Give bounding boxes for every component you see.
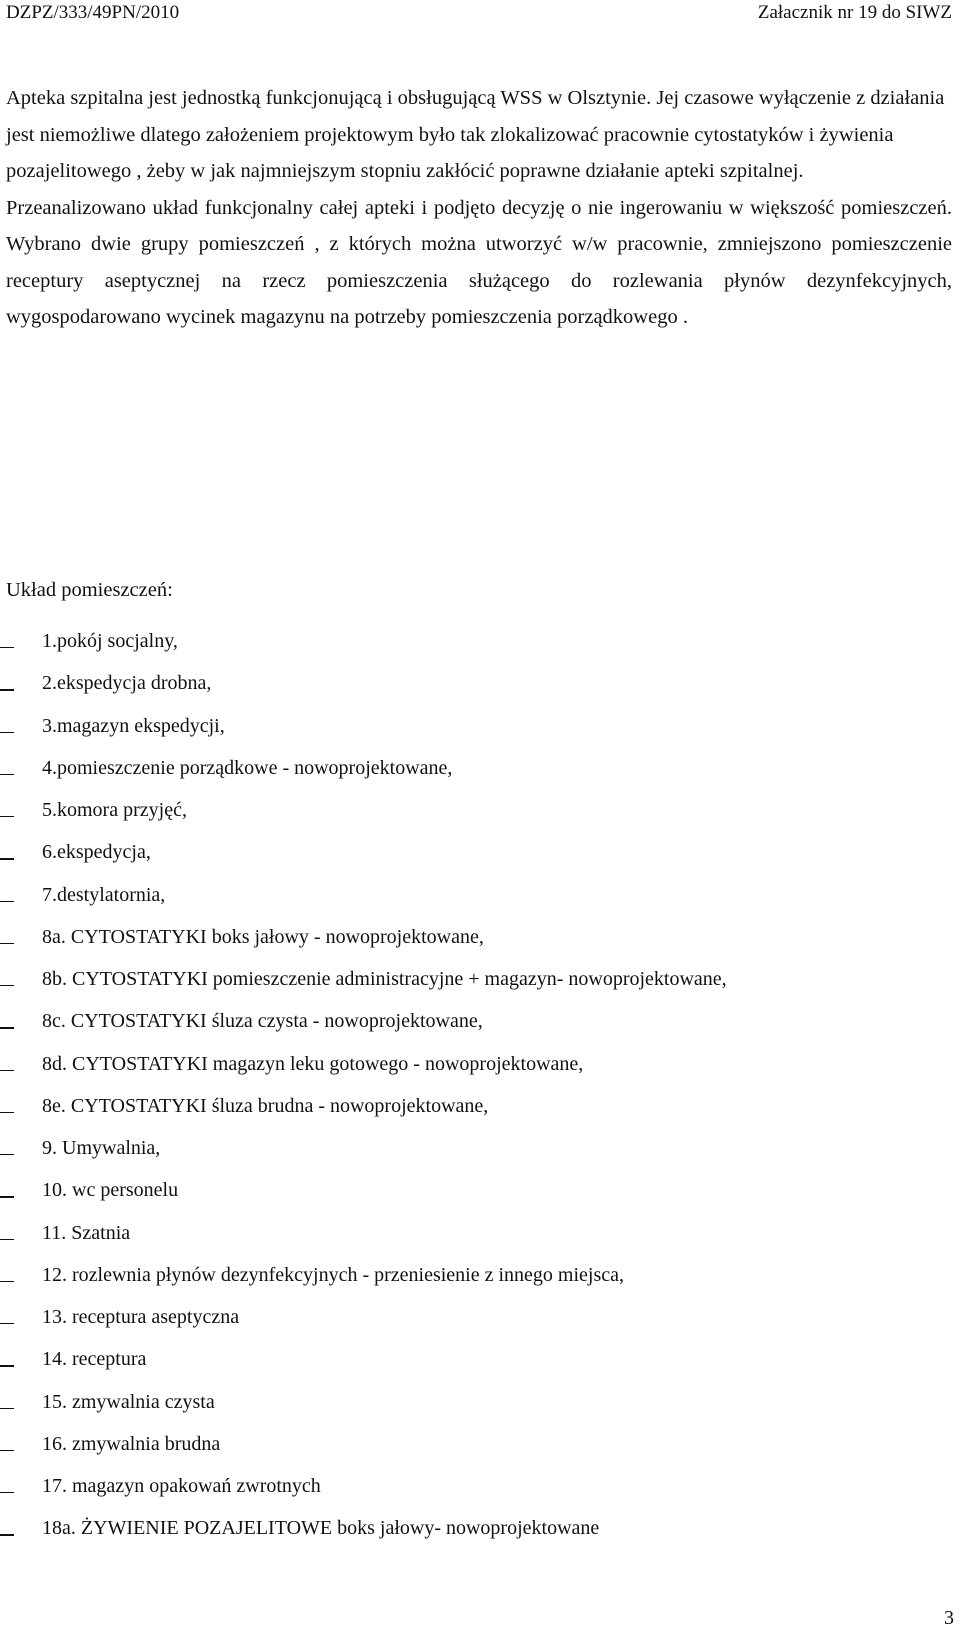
paragraph-analysis: Przeanalizowano układ funkcjonalny całej apteki i podjęto decyzję o nie ingerowaniu w większość pomieszczeń. Wybrano dwie grupy pomieszczeń , z których można utworzyć w/w pracownie, zmniejszono pomieszczenie receptury aseptycznej na rzecz pomieszczenia służącego do rozlewania płynów dezynfekcyjnych, wygospodarowano wycinek magazynu na potrzeby pomieszczenia porządkowego . [6, 196, 952, 328]
list-item-label: 6.ekspedycja, [42, 841, 151, 864]
attachment-label: Załacznik nr 19 do SIWZ [757, 2, 952, 23]
list-item [0, 672, 960, 714]
list-item [0, 1517, 960, 1559]
list-item [0, 757, 960, 799]
dash-bullet-icon [0, 1196, 14, 1197]
list-item-label: 8c. CYTOSTATYKI śluza czysta - nowoprojektowane, [42, 1010, 483, 1033]
list-item [0, 1264, 960, 1306]
list-item-label: 2.ekspedycja drobna, [42, 672, 212, 695]
paragraph-intro: Apteka szpitalna jest jednostką funkcjonującą i obsługującą WSS w Olsztynie. Jej czasowe wyłączenie z działania jest niemożliwe dlatego założeniem projektowym było tak zlokalizować pracownie cytostatyków i żywienia pozajelitowego , żeby w jak najmniejszym stopniu zakłócić poprawne działanie apteki szpitalnej. [6, 87, 945, 182]
section-title: Układ pomieszczeń: [6, 579, 173, 601]
dash-bullet-icon [0, 1534, 14, 1535]
dash-bullet-icon [0, 1450, 14, 1451]
dash-bullet-icon [0, 985, 14, 986]
page-number: 3 [944, 1607, 954, 1629]
dash-bullet-icon [0, 1408, 14, 1409]
list-item-label: 5.komora przyjęć, [42, 799, 187, 821]
list-item [0, 799, 960, 841]
list-item [0, 1433, 960, 1475]
list-item-label: 10. wc personelu [42, 1179, 179, 1202]
list-item [0, 1095, 960, 1137]
page-header [0, 2, 960, 30]
list-item [0, 1137, 960, 1179]
list-item [0, 1391, 960, 1433]
list-item-label: 8a. CYTOSTATYKI boks jałowy - nowoprojektowane, [42, 925, 484, 948]
list-item-label: 3.magazyn ekspedycji, [42, 714, 225, 737]
dash-bullet-icon [0, 1070, 14, 1071]
dash-bullet-icon [0, 1154, 14, 1155]
list-item-label: 18a. ŻYWIENIE POZAJELITOWE boks jałowy- nowoprojektowane [42, 1517, 600, 1540]
list-item-label: 11. Szatnia [42, 1221, 131, 1244]
dash-bullet-icon [0, 689, 14, 690]
list-item-label: 1.pokój socjalny, [42, 630, 178, 652]
list-item [0, 1010, 960, 1052]
dash-bullet-icon [0, 1112, 14, 1113]
list-item [0, 1475, 960, 1517]
dash-bullet-icon [0, 732, 14, 733]
list-item-label: 4.pomieszczenie porządkowe - nowoprojektowane, [42, 756, 453, 779]
list-item-label: 16. zmywalnia brudna [42, 1432, 221, 1455]
dash-bullet-icon [0, 816, 14, 817]
list-item [0, 1222, 960, 1264]
list-item-label: 8e. CYTOSTATYKI śluza brudna - nowoprojektowane, [42, 1094, 489, 1117]
list-item-label: 17. magazyn opakowań zwrotnych [42, 1475, 321, 1497]
body-text [6, 80, 952, 336]
room-list [0, 630, 960, 1560]
dash-bullet-icon [0, 1323, 14, 1324]
list-item [0, 630, 960, 672]
list-item-label: 8b. CYTOSTATYKI pomieszczenie administracyjne + magazyn- nowoprojektowane, [42, 968, 727, 990]
dash-bullet-icon [0, 858, 14, 859]
list-item [0, 1053, 960, 1095]
list-item [0, 715, 960, 757]
dash-bullet-icon [0, 943, 14, 944]
list-item [0, 926, 960, 968]
list-item [0, 968, 960, 1010]
list-item [0, 1306, 960, 1348]
document-reference: DZPZ/333/49PN/2010 [6, 2, 180, 23]
dash-bullet-icon [0, 1027, 14, 1028]
list-item [0, 884, 960, 926]
list-item [0, 1179, 960, 1221]
dash-bullet-icon [0, 1281, 14, 1282]
dash-bullet-icon [0, 1365, 14, 1366]
list-item [0, 841, 960, 883]
dash-bullet-icon [0, 647, 14, 648]
list-item-label: 14. receptura [42, 1348, 147, 1371]
list-item-label: 15. zmywalnia czysta [42, 1390, 215, 1413]
list-item [0, 1348, 960, 1390]
list-item-label: 9. Umywalnia, [42, 1137, 161, 1159]
dash-bullet-icon [0, 1239, 14, 1240]
dash-bullet-icon [0, 901, 14, 902]
list-item-label: 7.destylatornia, [42, 883, 166, 906]
list-item-label: 13. receptura aseptyczna [42, 1306, 240, 1328]
dash-bullet-icon [0, 774, 14, 775]
list-item-label: 12. rozlewnia płynów dezynfekcyjnych - przeniesienie z innego miejsca, [42, 1263, 625, 1286]
dash-bullet-icon [0, 1492, 14, 1493]
list-item-label: 8d. CYTOSTATYKI magazyn leku gotowego - nowoprojektowane, [42, 1052, 584, 1075]
